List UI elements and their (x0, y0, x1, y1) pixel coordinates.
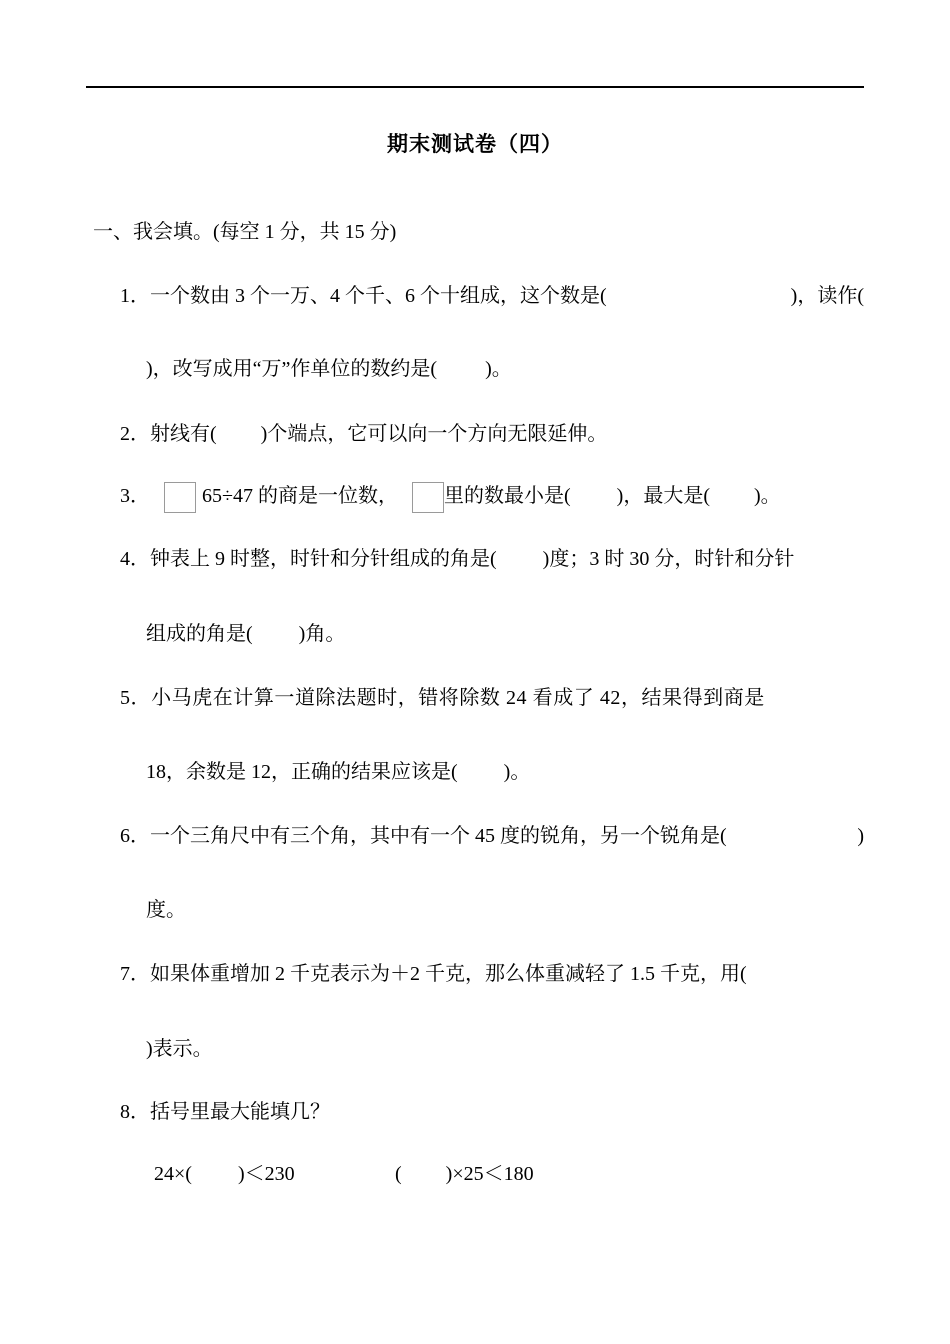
q5-text-a: 18，余数是 12，正确的结果应该是( (146, 761, 458, 783)
q3-text-a: 65÷47 的商是一位数， (202, 485, 398, 508)
question-6-line-1 (120, 822, 864, 850)
q2-text-a: 2．射线有( (120, 423, 217, 445)
top-rule (86, 86, 864, 88)
q8-expr2-b: )×25＜180 (445, 1163, 534, 1185)
fill-box[interactable] (412, 482, 444, 513)
q8-expr2-a: ( (395, 1163, 402, 1185)
q8-expr1-b: )＜230 (237, 1163, 295, 1185)
q1-text-d: )。 (485, 358, 512, 380)
q2-text-b: )个端点，它可以向一个方向无限延伸。 (260, 423, 608, 445)
question-8-expression-1 (154, 1160, 295, 1188)
question-5-line-1: 5．小马虎在计算一道除法题时，错将除数 24 看成了 42，结果得到商是 (120, 687, 765, 709)
question-6-line-2: 度。 (146, 899, 186, 921)
q1-text-c: )，改写成用“万”作单位的数约是( (146, 358, 438, 380)
question-4-line-2 (146, 620, 345, 648)
q4-text-b: )度；3 时 30 分，时针和分针 (542, 548, 795, 570)
page-title: 期末测试卷（四） (387, 132, 563, 156)
question-2 (120, 420, 607, 448)
section-heading: 一、我会填。(每空 1 分，共 15 分) (93, 221, 397, 243)
question-3 (120, 482, 781, 513)
q3-text-c: )，最大是( (616, 485, 710, 508)
q8-expr1-a: 24×( (154, 1163, 192, 1185)
question-1-line-2 (146, 355, 512, 383)
q1-text-b: )，读作( (790, 285, 864, 307)
question-5-line-2 (146, 758, 530, 786)
q3-number: 3． (120, 485, 150, 508)
q6-text-b: ) (857, 825, 864, 847)
q4-text-a: 4．钟表上 9 时整，时针和分针组成的角是( (120, 548, 497, 570)
question-8-heading: 8．括号里最大能填几？ (120, 1101, 330, 1123)
question-8-expression-2 (395, 1160, 534, 1188)
question-1-line-1 (120, 282, 864, 310)
q3-text-b: 里的数最小是( (443, 485, 571, 508)
q4-text-c: 组成的角是( (146, 623, 253, 645)
question-7-line-2: )表示。 (146, 1038, 213, 1060)
question-7-line-1: 7．如果体重增加 2 千克表示为＋2 千克，那么体重减轻了 1.5 千克，用( (120, 963, 747, 985)
q4-text-d: )角。 (298, 623, 346, 645)
q1-text-a: 1．一个数由 3 个一万、4 个千、6 个十组成，这个数是( (120, 285, 607, 307)
fill-box[interactable] (164, 482, 196, 513)
q3-text-d: )。 (753, 485, 781, 508)
q6-text-a: 6．一个三角尺中有三个角，其中有一个 45 度的锐角，另一个锐角是( (120, 825, 727, 847)
q5-text-b: )。 (503, 761, 531, 783)
question-4-line-1 (120, 545, 864, 573)
